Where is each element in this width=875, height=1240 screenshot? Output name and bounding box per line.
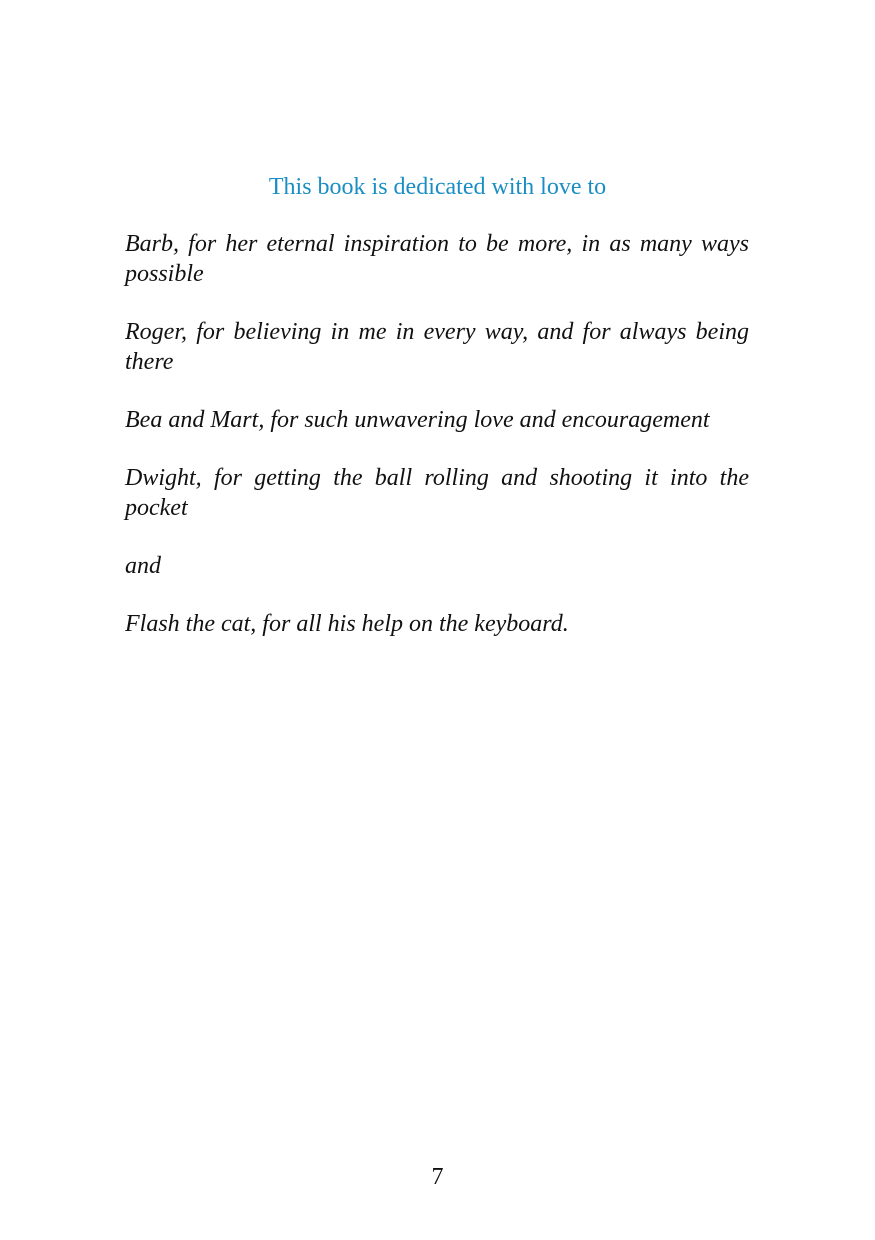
dedication-list [125, 229, 749, 667]
dedication-entry-roger: Roger, for believing in me in every way, and for always being there [125, 319, 749, 375]
page-number: 7 [431, 1164, 444, 1190]
dedication-entry-bea-and-mart: Bea and Mart, for such unwavering love and encouragement [125, 407, 710, 433]
dedication-entry-flash: Flash the cat, for all his help on the keyboard. [125, 611, 569, 637]
dedication-entry-dwight: Dwight, for getting the ball rolling and shooting it into the pocket [125, 465, 749, 521]
dedication-entry-and: and [125, 553, 161, 579]
dedication-entry-barb: Barb, for her eternal inspiration to be more, in as many ways possible [125, 231, 749, 287]
dedication-heading: This book is dedicated with love to [268, 174, 607, 200]
